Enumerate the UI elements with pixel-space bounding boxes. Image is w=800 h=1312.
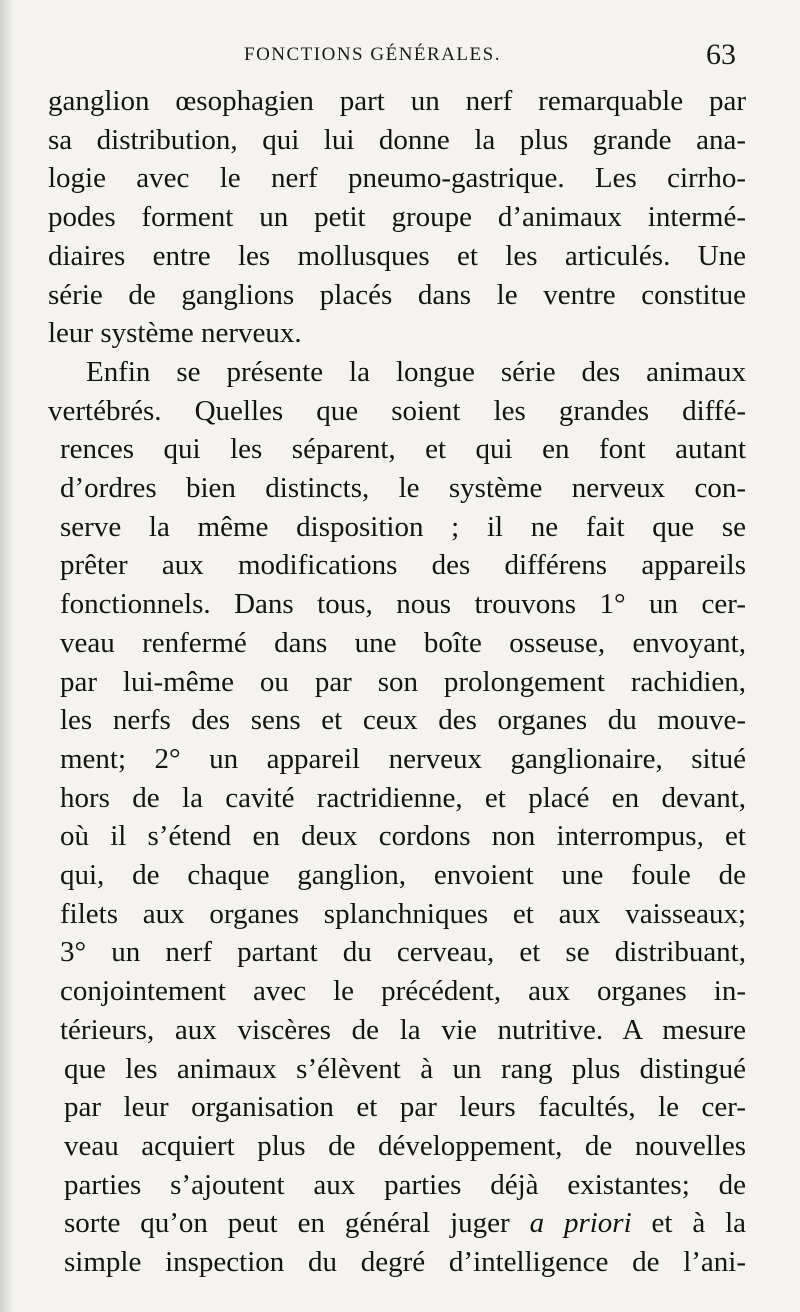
text-line: podes forment un petit groupe d’animaux intermé-: [48, 201, 746, 234]
body-text: [48, 82, 746, 1282]
text-line: veau renfermé dans une boîte osseuse, envoyant,: [60, 626, 746, 659]
text-line: ganglion œsophagien part un nerf remarquable par: [48, 85, 746, 117]
text-line: les nerfs des sens et ceux des organes du mouve-: [60, 704, 746, 737]
text-line: 3° un nerf partant du cerveau, et se distribuant,: [60, 936, 746, 969]
text-line: vertébrés. Quelles que soient les grandes diffé-: [48, 394, 746, 427]
text-segment: et à la: [651, 1207, 747, 1240]
text-line: ment; 2° un appareil nerveux ganglionaire, situé: [60, 742, 746, 775]
text-line: sa distribution, qui lui donne la plus grande ana-: [48, 123, 746, 156]
text-line: logie avec le nerf pneumo-gastrique. Les cirrho-: [48, 162, 746, 195]
text-line: série de ganglions placés dans le ventre constitue: [48, 278, 746, 311]
text-line: conjointement avec le précédent, aux organes in-: [60, 975, 746, 1008]
text-line: térieurs, aux viscères de la vie nutritive. A mesure: [60, 1013, 746, 1046]
text-line: qui, de chaque ganglion, envoient une foule de: [60, 859, 746, 892]
text-line: parties s’ajoutent aux parties déjà existantes; de: [64, 1168, 746, 1201]
text-line: où il s’étend en deux cordons non interrompus, et: [60, 820, 746, 853]
text-segment: sorte qu’on peut en général juger: [64, 1207, 510, 1240]
italic-phrase: a priori: [529, 1207, 632, 1240]
page-number: 63: [706, 38, 736, 71]
text-line: leur système nerveux.: [48, 317, 302, 350]
text-line: serve la même disposition ; il ne fait que se: [60, 510, 746, 543]
text-line: veau acquiert plus de développement, de nouvelles: [64, 1129, 746, 1162]
text-line: par leur organisation et par leurs facultés, le cer-: [64, 1091, 746, 1124]
text-line: prêter aux modifications des différens appareils: [60, 549, 746, 582]
running-head: FONCTIONS GÉNÉRALES.: [244, 44, 501, 65]
text-line-with-italic: [48, 1204, 746, 1243]
text-line: filets aux organes splanchniques et aux vaisseaux;: [60, 897, 746, 930]
text-line: fonctionnels. Dans tous, nous trouvons 1° un cer-: [60, 588, 746, 621]
text-line: hors de la cavité ractridienne, et placé en devant,: [60, 781, 746, 814]
text-line: diaires entre les mollusques et les articulés. Une: [48, 239, 746, 272]
text-line: d’ordres bien distincts, le système nerveux con-: [60, 472, 746, 505]
text-line: que les animaux s’élèvent à un rang plus distingué: [64, 1052, 746, 1085]
page-header: [52, 36, 742, 80]
text-line: par lui-même ou par son prolongement rachidien,: [60, 665, 746, 698]
paragraph-start-line: Enfin se présente la longue série des animaux: [86, 355, 746, 388]
text-line: simple inspection du degré d’intelligence de l’ani-: [64, 1246, 746, 1279]
text-line: rences qui les séparent, et qui en font autant: [60, 433, 746, 466]
